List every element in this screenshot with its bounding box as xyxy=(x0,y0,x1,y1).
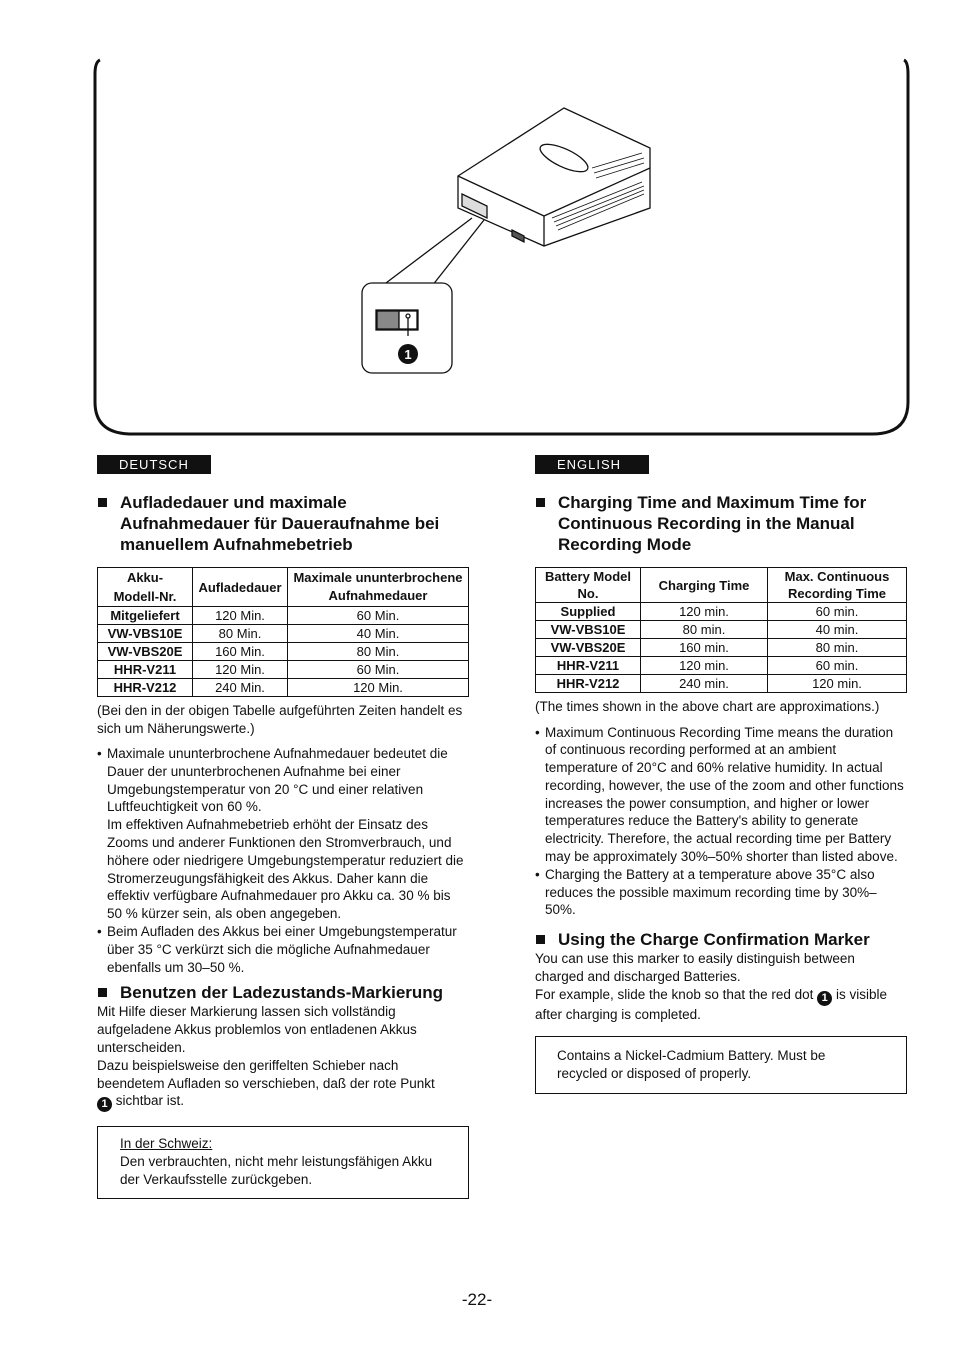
column-english xyxy=(535,455,907,1094)
table-row: HHR-V211 120 min. 60 min. xyxy=(536,657,907,675)
marker-number: 1 xyxy=(404,347,412,362)
bullet-item: • Beim Aufladen des Akkus bei einer Umgebungstemperatur über 35 °C verkürzt sich die mögliche Aufnahmedauer ebenfalls um 30–50 %. xyxy=(97,923,457,975)
section-heading: Charging Time and Maximum Time for Continuous Recording in the Manual Recording Mode xyxy=(535,492,907,555)
language-tag: DEUTSCH xyxy=(97,455,211,474)
table-row: VW-VBS10E 80 min. 40 min. xyxy=(536,621,907,639)
table-row: HHR-V211 120 Min. 60 Min. xyxy=(98,661,469,679)
square-bullet-icon xyxy=(536,935,545,944)
language-tag: ENGLISH xyxy=(535,455,649,474)
table-row: VW-VBS20E 160 Min. 80 Min. xyxy=(98,643,469,661)
table-header: Battery Model No. xyxy=(536,568,641,603)
table-row: HHR-V212 240 Min. 120 Min. xyxy=(98,679,469,697)
bullet-item: • Maximum Continuous Recording Time means the duration of continuous recording performed at an ambient temperature of 20°C and 60% relative humidity. In actual recording, however, the use of the zoom and other functions increases the power consumption, and higher or lower temperatures reduce the Battery's ability to generate electricity. Therefore, the actual recording time per Battery may be approximately 30%–50% shorter than listed above. xyxy=(535,724,904,865)
table-header: Aufladedauer xyxy=(193,568,288,607)
marker-number-icon: 1 xyxy=(97,1097,112,1112)
section-heading: Aufladedauer und maximale Aufnahmedauer für Daueraufnahme bei manuellem Aufnahmebetrieb xyxy=(97,492,469,555)
notice-text: Den verbrauchten, nicht mehr leistungsfähigen Akku der Verkaufsstelle zurückgeben. xyxy=(120,1154,433,1188)
table-row: HHR-V212 240 min. 120 min. xyxy=(536,675,907,693)
notice-box xyxy=(97,1126,469,1199)
table-note: (Bei den in der obigen Tabelle aufgeführten Zeiten handelt es sich um Näherungswerte.) xyxy=(97,703,463,736)
table-row: Mitgeliefert 120 Min. 60 Min. xyxy=(98,607,469,625)
table-header: Max. Continuous Recording Time xyxy=(768,568,907,603)
battery-illustration xyxy=(362,108,650,373)
illustration-frame xyxy=(92,58,910,436)
bullet-item: • Maximale ununterbrochene Aufnahmedauer bedeutet die Dauer der ununterbrochenen Aufnahme bei einer Umgebungstemperatur von 20 °C und einer relativen Luftfeuchtigkeit von 60 %. Im effektiven Aufnahmebetrieb erhöht der Einsatz des Zooms und anderer Funktionen den Stromverbrauch, und höhere oder niedrigere Umgebungstemperatur reduziert die Stromerzeugungsfähigkeit des Akkus. Daher kann die effektiv verfügbare Aufnahmedauer pro Akku ca. 30 % bis 50 % kürzer sein, als oben angegeben. xyxy=(97,746,464,922)
square-bullet-icon xyxy=(98,988,107,997)
table-row: VW-VBS20E 160 min. 80 min. xyxy=(536,639,907,657)
charging-table xyxy=(535,567,907,693)
subsection-heading: Using the Charge Confirmation Marker xyxy=(535,929,907,950)
body-text: Mit Hilfe dieser Markierung lassen sich vollständig aufgeladene Akkus problemlos von entladenen Akkus unterscheiden. Dazu beispielsweise den geriffelten Schieber nach beendetem Aufladen so verschieben, daß der rote Punkt 1 sichtbar ist. xyxy=(97,1004,435,1111)
table-header: Charging Time xyxy=(641,568,768,603)
subsection-heading: Benutzen der Ladezustands-Markierung xyxy=(97,982,469,1003)
square-bullet-icon xyxy=(536,498,545,507)
table-note: (The times shown in the above chart are approximations.) xyxy=(535,699,880,714)
charging-table xyxy=(97,567,469,697)
body-text: You can use this marker to easily distinguish between charged and discharged Batteries. For example, slide the knob so that the red dot 1 is visible after charging is completed. xyxy=(535,951,887,1022)
table-row: Supplied 120 min. 60 min. xyxy=(536,603,907,621)
bullet-item: • Charging the Battery at a temperature above 35°C also reduces the possible maximum recording time by 30%–50%. xyxy=(535,866,877,918)
table-header: Akku- Modell-Nr. xyxy=(98,568,193,607)
table-header: Maximale ununterbrochene Aufnahmedauer xyxy=(288,568,469,607)
notice-text: Contains a Nickel-Cadmium Battery. Must be recycled or disposed of properly. xyxy=(557,1047,826,1081)
notice-title: In der Schweiz: xyxy=(120,1136,213,1152)
table-row: VW-VBS10E 80 Min. 40 Min. xyxy=(98,625,469,643)
page-number: -22- xyxy=(461,1290,493,1309)
marker-number-icon: 1 xyxy=(817,991,832,1006)
square-bullet-icon xyxy=(98,498,107,507)
column-deutsch xyxy=(97,455,469,1199)
notice-box xyxy=(535,1036,907,1094)
